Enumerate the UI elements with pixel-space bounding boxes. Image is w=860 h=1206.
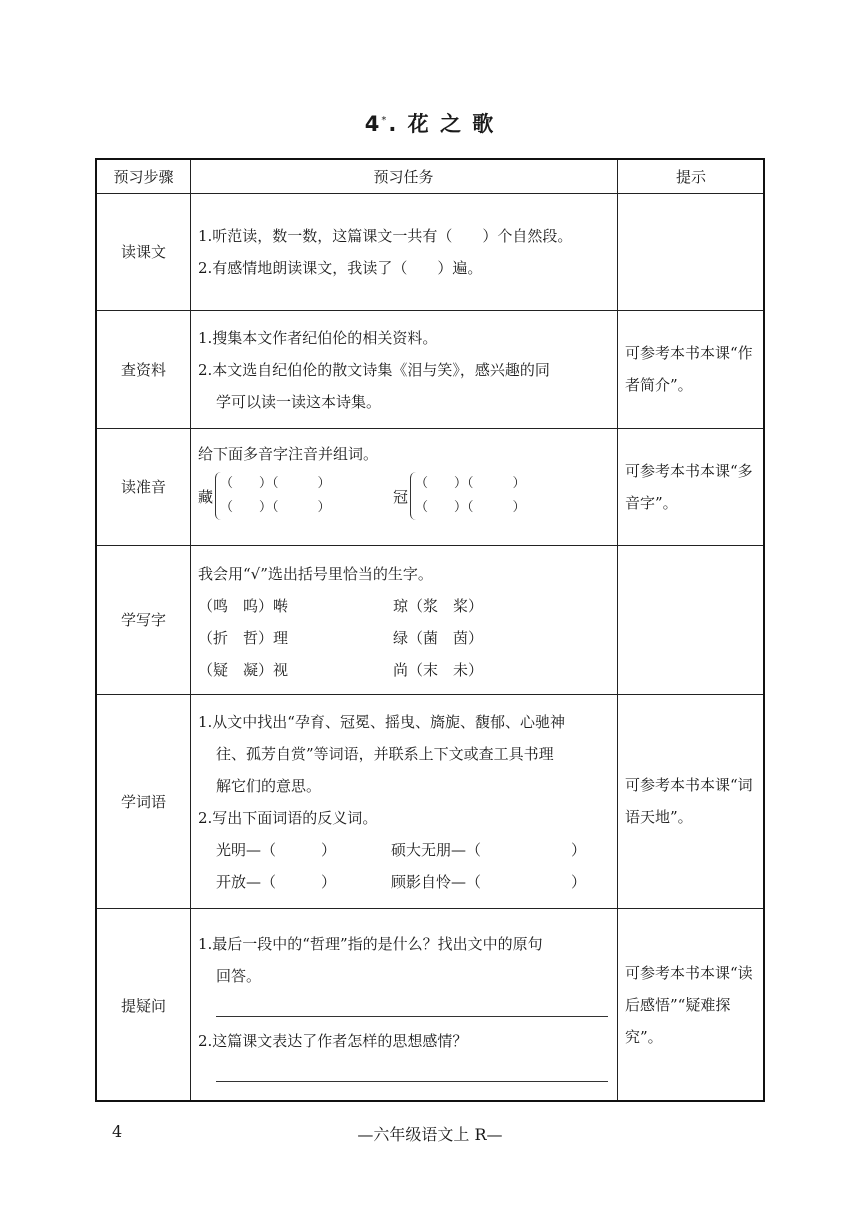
task-words [190, 706, 616, 898]
task-pronounce [190, 438, 616, 520]
choice-item: 绿（菌 茵） [393, 629, 484, 647]
blank-option: （ ）（ ） [415, 500, 526, 515]
blank-option: （ ）（ ） [415, 476, 526, 491]
task-line: 1.从文中找出“孕育、冠冕、摇曳、旖旎、馥郁、心驰神 [198, 713, 565, 731]
step-read: 读课文 [120, 243, 166, 261]
polyphone-group [198, 472, 331, 520]
title-dot: . [388, 112, 399, 136]
question-line: 2.这篇课文表达了作者怎样的思想感情？ [198, 1032, 468, 1050]
task-line: 我会用“√”选出括号里恰当的生字。 [198, 565, 433, 583]
choice-item: （鸣 呜）啭 [198, 597, 289, 615]
preview-table [95, 158, 765, 1102]
hint-words: 可参考本书本课“词语天地”。 [625, 776, 753, 826]
task-line: 1.搜集本文作者纪伯伦的相关资料。 [198, 329, 438, 347]
task-line: 2.写出下面词语的反义词。 [198, 809, 378, 827]
antonym-item: 光明—（ ） [216, 841, 337, 859]
polyphone-group [393, 472, 526, 520]
header-step: 预习步骤 [113, 168, 174, 186]
task-line: 1.听范读，数一数，这篇课文一共有（ ）个自然段。 [198, 227, 573, 245]
hint-question: 可参考本书本课“读后感悟”“疑难探究”。 [625, 964, 753, 1046]
polyphone-char: 藏 [198, 487, 214, 506]
step-pronounce: 读准音 [120, 478, 166, 496]
choice-item: （折 哲）理 [198, 629, 289, 647]
lesson-number: 4 [364, 112, 382, 136]
task-line: 给下面多音字注音并组词。 [198, 445, 379, 463]
antonym-item: 硕大无朋—（ ） [391, 841, 587, 859]
task-line: 2.本文选自纪伯伦的散文诗集《泪与笑》，感兴趣的同 [198, 361, 550, 379]
page-title [0, 108, 860, 138]
choice-item: 尚（末 未） [393, 661, 484, 679]
header-task: 预习任务 [373, 168, 434, 186]
task-write [190, 558, 616, 686]
divider [97, 193, 763, 194]
optional-mark: * [381, 115, 389, 126]
blank-option: （ ）（ ） [220, 500, 331, 515]
answer-line [216, 1081, 608, 1082]
step-write: 学写字 [120, 611, 166, 629]
header-hint: 提示 [675, 168, 706, 186]
task-line: 解它们的意思。 [216, 777, 322, 795]
lesson-title: 花 之 歌 [407, 112, 496, 136]
task-line: 学可以读一读这本诗集。 [216, 393, 382, 411]
polyphone-char: 冠 [393, 487, 409, 506]
task-read [190, 220, 616, 284]
hint-pronounce: 可参考本书本课“多音字”。 [625, 461, 753, 512]
book-footer: —六年级语文上 R— [357, 1125, 503, 1144]
hint-research: 可参考本书本课“作者简介”。 [625, 344, 753, 394]
page-number: 4 [112, 1122, 123, 1141]
divider [97, 545, 763, 546]
choice-item: 琼（浆 桨） [393, 597, 484, 615]
step-research: 查资料 [120, 360, 166, 379]
antonym-item: 开放—（ ） [216, 873, 337, 891]
question-line: 回答。 [216, 967, 262, 985]
task-research [190, 322, 616, 418]
question-line: 1.最后一段中的“哲理”指的是什么？找出文中的原句 [198, 935, 543, 953]
step-words: 学词语 [120, 792, 166, 811]
antonym-item: 顾影自怜—（ ） [391, 873, 587, 891]
step-question: 提疑问 [120, 996, 166, 1015]
task-line: 往、孤芳自赏”等词语，并联系上下文或查工具书理 [216, 745, 554, 763]
task-question [190, 928, 616, 1082]
blank-option: （ ）（ ） [220, 476, 331, 491]
choice-item: （疑 凝）视 [198, 661, 289, 679]
task-line: 2.有感情地朗读课文，我读了（ ）遍。 [198, 259, 483, 277]
